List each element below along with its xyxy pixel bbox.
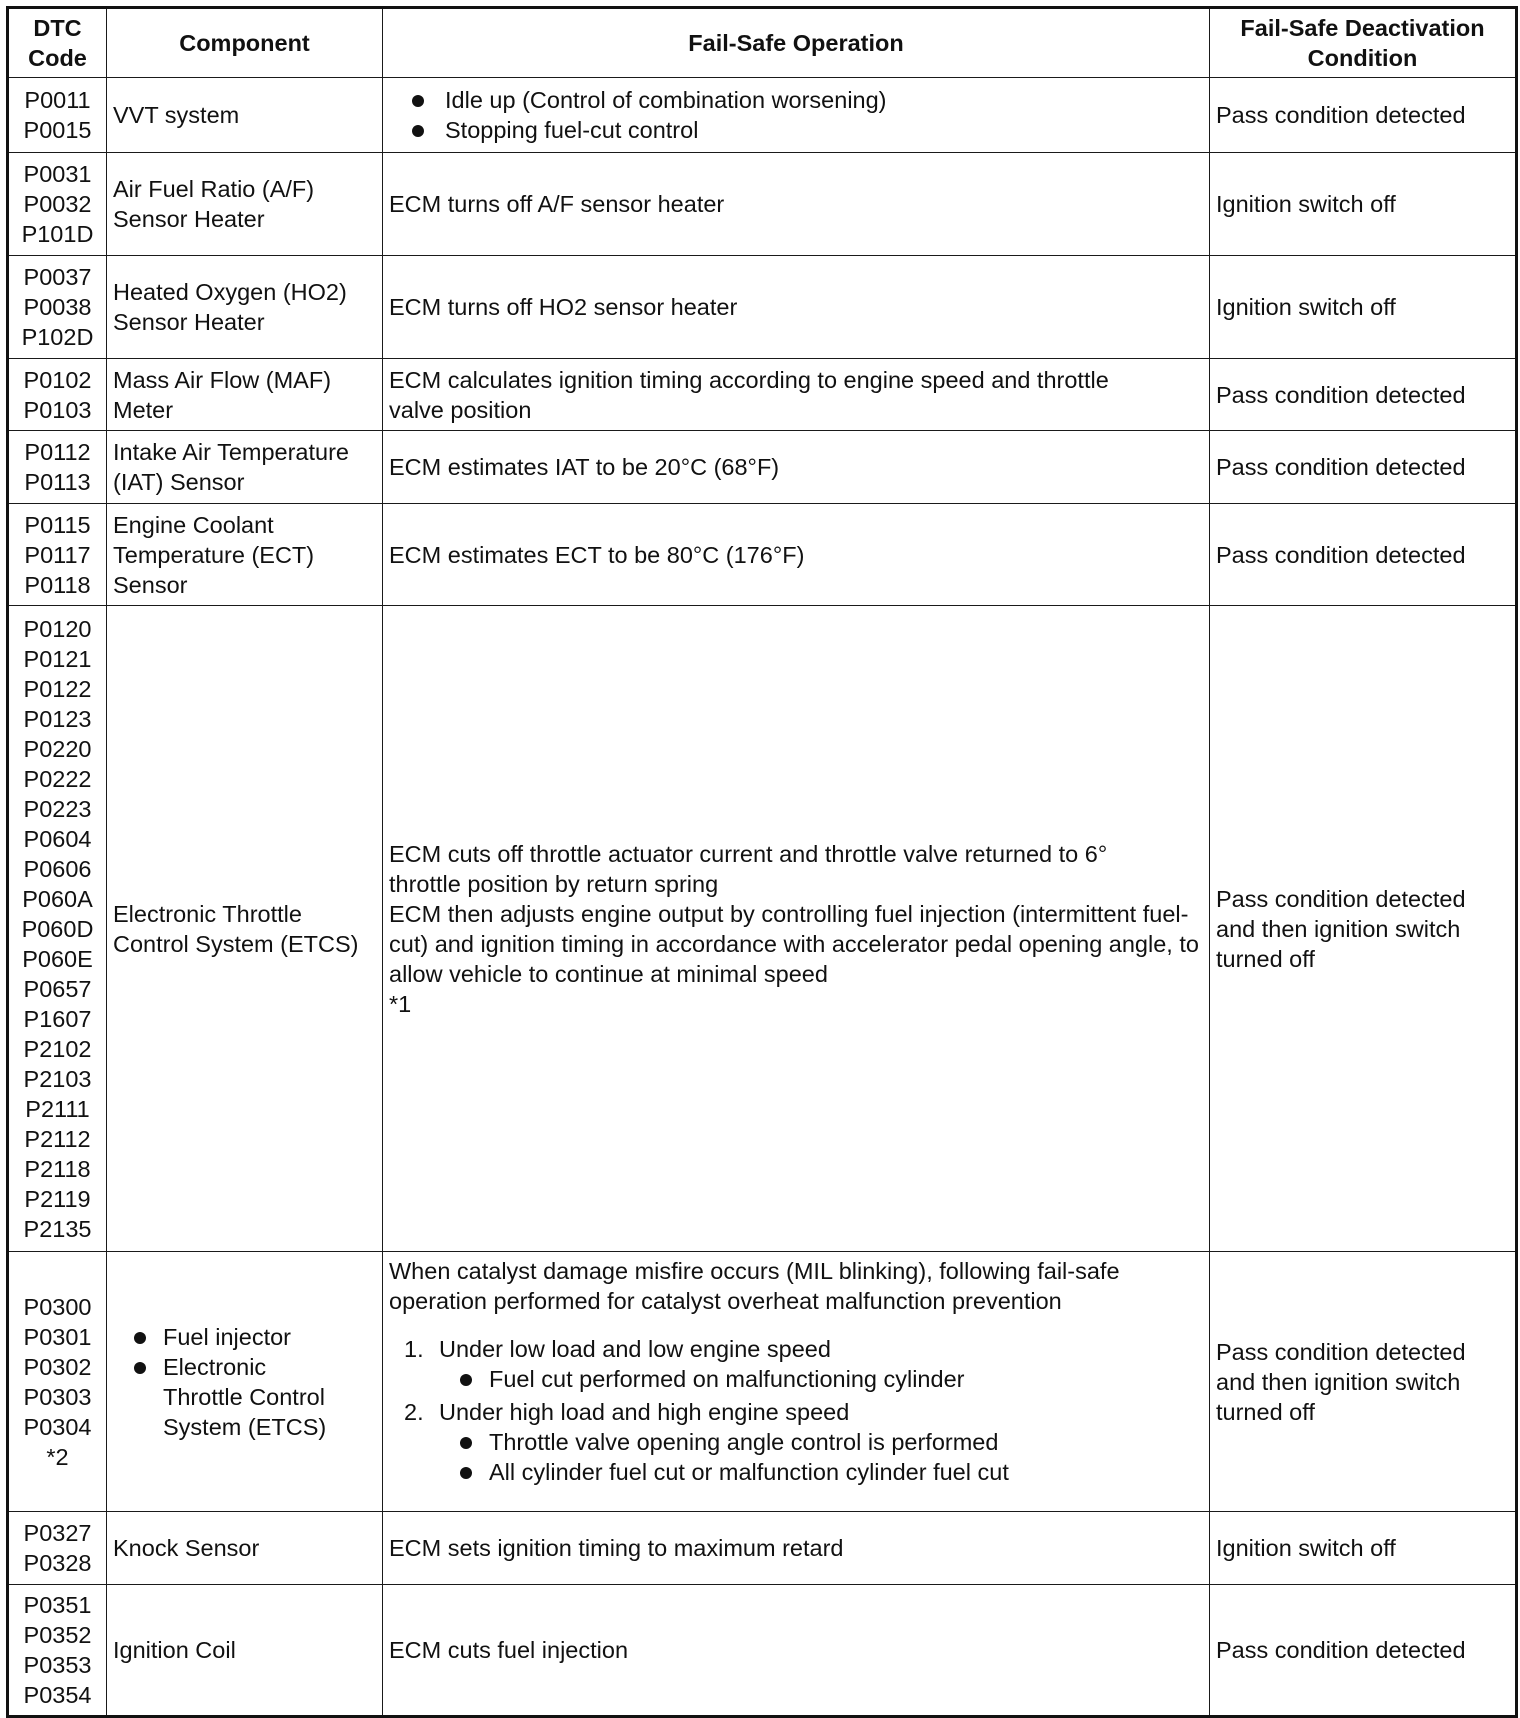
header-component: Component	[107, 8, 383, 78]
component-cell: Ignition Coil	[107, 1585, 383, 1717]
dtc-code-cell: P0351 P0352 P0353 P0354	[8, 1585, 107, 1717]
header-deactivation: Fail-Safe Deactivation Condition	[1210, 8, 1517, 78]
table-row	[8, 1512, 1517, 1585]
operation-cell: ECM cuts fuel injection	[383, 1585, 1210, 1717]
dtc-code-cell: P0300 P0301 P0302 P0303 P0304 *2	[8, 1252, 107, 1512]
condition-cell: Pass condition detected	[1210, 78, 1517, 153]
component-cell	[107, 1252, 383, 1512]
list-item: Stopping fuel-cut control	[389, 115, 1209, 145]
operation-cell: ECM turns off A/F sensor heater	[383, 153, 1210, 256]
header-operation: Fail-Safe Operation	[383, 8, 1210, 78]
operation-cell: When catalyst damage misfire occurs (MIL blinking), following fail-safe operation performed for catalyst overheat malfunction prevention 1. Under low load and low engine speed Fuel cut performed on malfunctioning cylinder 2. Under high load and high engine speed Throttle valve opening angle control is performed All cylinder fuel cut or malfunction cylinder fuel cut	[383, 1252, 1210, 1512]
condition-cell: Pass condition detected	[1210, 1585, 1517, 1717]
operation-cell: ECM estimates IAT to be 20°C (68°F)	[383, 431, 1210, 504]
list-item: All cylinder fuel cut or malfunction cylinder fuel cut	[439, 1457, 1209, 1487]
list-item: Fuel cut performed on malfunctioning cylinder	[439, 1364, 1209, 1394]
table-row	[8, 256, 1517, 359]
list-item: Fuel injector	[113, 1322, 382, 1352]
component-cell: Electronic Throttle Control System (ETCS)	[107, 606, 383, 1252]
component-cell: VVT system	[107, 78, 383, 153]
dtc-code-cell: P0115 P0117 P0118	[8, 504, 107, 606]
condition-cell: Pass condition detected and then ignition switch turned off	[1210, 606, 1517, 1252]
fail-safe-table	[6, 6, 1518, 1718]
component-cell: Intake Air Temperature (IAT) Sensor	[107, 431, 383, 504]
list-item: 1. Under low load and low engine speed Fuel cut performed on malfunctioning cylinder	[389, 1334, 1209, 1394]
component-cell: Air Fuel Ratio (A/F) Sensor Heater	[107, 153, 383, 256]
condition-cell: Pass condition detected and then ignition switch turned off	[1210, 1252, 1517, 1512]
table-row	[8, 606, 1517, 1252]
condition-cell: Pass condition detected	[1210, 504, 1517, 606]
dtc-code-cell: P0102 P0103	[8, 359, 107, 431]
table-row	[8, 431, 1517, 504]
operation-cell: ECM calculates ignition timing according to engine speed and throttle valve position	[383, 359, 1210, 431]
dtc-code-cell: P0031 P0032 P101D	[8, 153, 107, 256]
dtc-code-cell: P0327 P0328	[8, 1512, 107, 1585]
condition-cell: Ignition switch off	[1210, 1512, 1517, 1585]
list-item: Idle up (Control of combination worsening)	[389, 85, 1209, 115]
condition-cell: Ignition switch off	[1210, 153, 1517, 256]
component-cell: Mass Air Flow (MAF) Meter	[107, 359, 383, 431]
component-cell: Engine Coolant Temperature (ECT) Sensor	[107, 504, 383, 606]
header-dtc-code: DTC Code	[8, 8, 107, 78]
component-cell: Knock Sensor	[107, 1512, 383, 1585]
table-row	[8, 153, 1517, 256]
operation-cell: ECM sets ignition timing to maximum retard	[383, 1512, 1210, 1585]
condition-cell: Ignition switch off	[1210, 256, 1517, 359]
dtc-code-cell: P0120 P0121 P0122 P0123 P0220 P0222 P0223 P0604 P0606 P060A P060D P060E P0657 P1607 P2102 P2103 P2111 P2112 P2118 P2119 P2135	[8, 606, 107, 1252]
table-row	[8, 78, 1517, 153]
condition-cell: Pass condition detected	[1210, 431, 1517, 504]
dtc-code-cell: P0037 P0038 P102D	[8, 256, 107, 359]
condition-cell: Pass condition detected	[1210, 359, 1517, 431]
table-row	[8, 504, 1517, 606]
operation-cell: ECM turns off HO2 sensor heater	[383, 256, 1210, 359]
operation-cell: ECM cuts off throttle actuator current and throttle valve returned to 6° throttle position by return spring ECM then adjusts engine output by controlling fuel injection (intermittent fuel-cut) and ignition timing in accordance with accelerator pedal opening angle, to allow vehicle to continue at minimal speed *1	[383, 606, 1210, 1252]
header-row	[8, 8, 1517, 78]
component-cell: Heated Oxygen (HO2) Sensor Heater	[107, 256, 383, 359]
list-item: Throttle valve opening angle control is performed	[439, 1427, 1209, 1457]
operation-cell	[383, 78, 1210, 153]
operation-cell: ECM estimates ECT to be 80°C (176°F)	[383, 504, 1210, 606]
table-row	[8, 359, 1517, 431]
list-item: Electronic Throttle Control System (ETCS)	[113, 1352, 343, 1442]
table-row	[8, 1585, 1517, 1717]
table-row	[8, 1252, 1517, 1512]
list-item: 2. Under high load and high engine speed Throttle valve opening angle control is performed All cylinder fuel cut or malfunction cylinder fuel cut	[389, 1397, 1209, 1487]
dtc-code-cell: P0011 P0015	[8, 78, 107, 153]
dtc-code-cell: P0112 P0113	[8, 431, 107, 504]
